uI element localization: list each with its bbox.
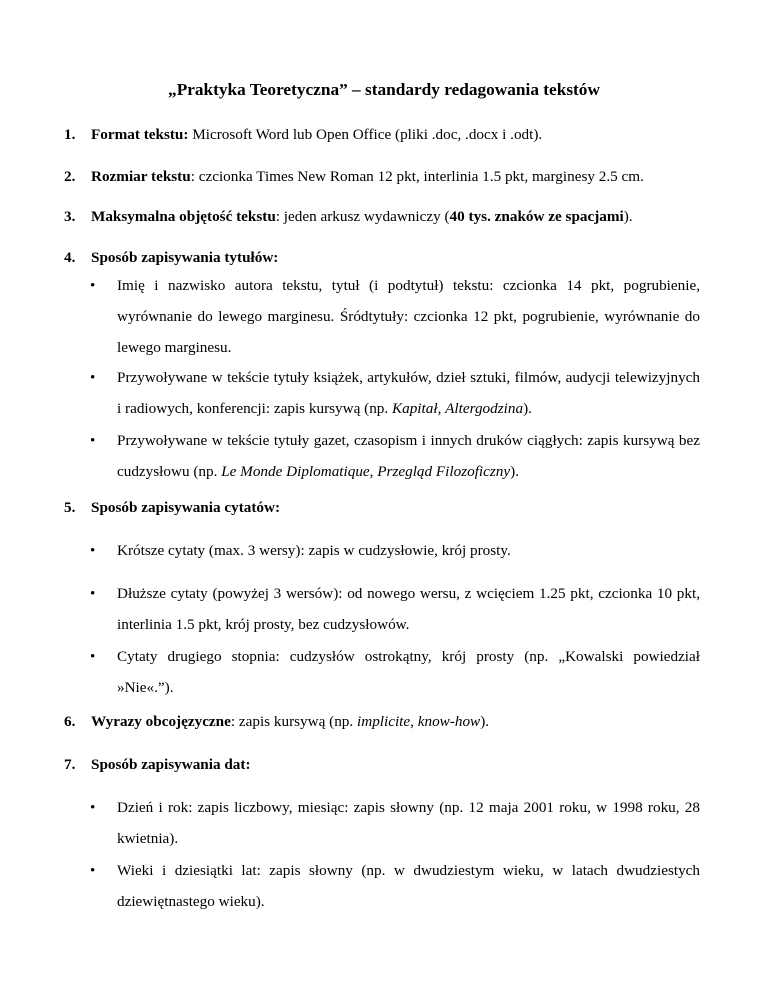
section-foreign-words: 6. Wyrazy obcojęzyczne: zapis kursywą (np. implicite, know-how). [64,713,490,730]
bullet-icon: • [90,369,96,386]
section-number: 1. [64,126,76,143]
list-item [90,855,700,917]
section-label: Sposób zapisywania dat: [91,756,251,773]
section-size [64,167,704,187]
section-quotes [64,498,704,518]
section-number: 2. [64,168,76,185]
list-item [90,270,700,363]
bullet-icon: • [90,648,96,665]
section-text: : czcionka Times New Roman 12 pkt, interlinia 1.5 pkt, marginesy 2.5 cm. [190,168,644,185]
section-titles [64,248,704,268]
bullet-icon: • [90,277,96,294]
bullet-icon: • [90,862,96,879]
bullet-icon: • [90,585,96,602]
list-item-text: Dłuższe cytaty (powyżej 3 wersów): od nowego wersu, z wcięciem 1.25 pkt, czcionka 10 pkt, interlinia 1.5 pkt, krój prosty, bez cudzysłowów. [117,585,700,633]
section-label: Maksymalna objętość tekstu [91,208,276,225]
document-title: „Praktyka Teoretyczna” – standardy redagowania tekstów [168,80,600,99]
section-number: 4. [64,249,76,266]
section-number: 7. [64,756,76,773]
section-label: Sposób zapisywania tytułów: [91,249,279,266]
section-text: Microsoft Word lub Open Office (pliki .doc, .docx i .odt). [188,126,543,143]
bullet-icon: • [90,432,96,449]
section-number: 6. [64,713,76,730]
list-item [90,362,700,424]
list-item [90,578,700,640]
section-label: Wyrazy obcojęzyczne [91,713,231,730]
list-item [90,641,700,703]
list-item-text: Dzień i rok: zapis liczbowy, miesiąc: zapis słowny (np. 12 maja 2001 roku, w 1998 roku, 28 kwietnia). [117,799,700,847]
list-item-text: Przywoływane w tekście tytuły książek, artykułów, dzieł sztuki, filmów, audycji telewizyjnych i radiowych, konferencji: zapis kursywą (np. Kapitał, Altergodzina). [117,369,700,417]
section-number: 3. [64,208,76,225]
bullet-icon: • [90,799,96,816]
section-label: Format tekstu: [91,126,189,143]
section-number: 5. [64,499,76,516]
section-dates [64,755,704,775]
list-item [90,792,700,854]
list-item [90,425,700,487]
section-text-end: ). [623,208,633,225]
bullet-icon: • [90,542,96,559]
section-label: Sposób zapisywania cytatów: [91,499,281,516]
list-item [90,535,700,566]
list-item-text: Imię i nazwisko autora tekstu, tytuł (i podtytuł) tekstu: czcionka 14 pkt, pogrubienie, wyrównanie do lewego marginesu. Śródtytuły: czcionka 12 pkt, pogrubienie, wyrównanie do lewego marginesu. [117,277,700,356]
list-item-text: Wieki i dziesiątki lat: zapis słowny (np. w dwudziestym wieku, w latach dwudziestych dziewiętnastego wieku). [117,862,700,910]
list-item-text: Przywoływane w tekście tytuły gazet, czasopism i innych druków ciągłych: zapis kursywą bez cudzysłowu (np. Le Monde Diplomatique, Przegląd Filozoficzny). [117,432,700,480]
section-label: Rozmiar tekstu [91,168,191,185]
section-text: : jeden arkusz wydawniczy ( [275,208,450,225]
list-item-text: Krótsze cytaty (max. 3 wersy): zapis w cudzysłowie, krój prosty. [117,542,511,559]
list-item-text: Cytaty drugiego stopnia: cudzysłów ostrokątny, krój prosty (np. „Kowalski powiedział »Nie«.”). [117,648,700,696]
section-bold-text: 40 tys. znaków ze spacjami [449,208,624,225]
section-length [64,207,704,227]
section-format [64,125,704,145]
